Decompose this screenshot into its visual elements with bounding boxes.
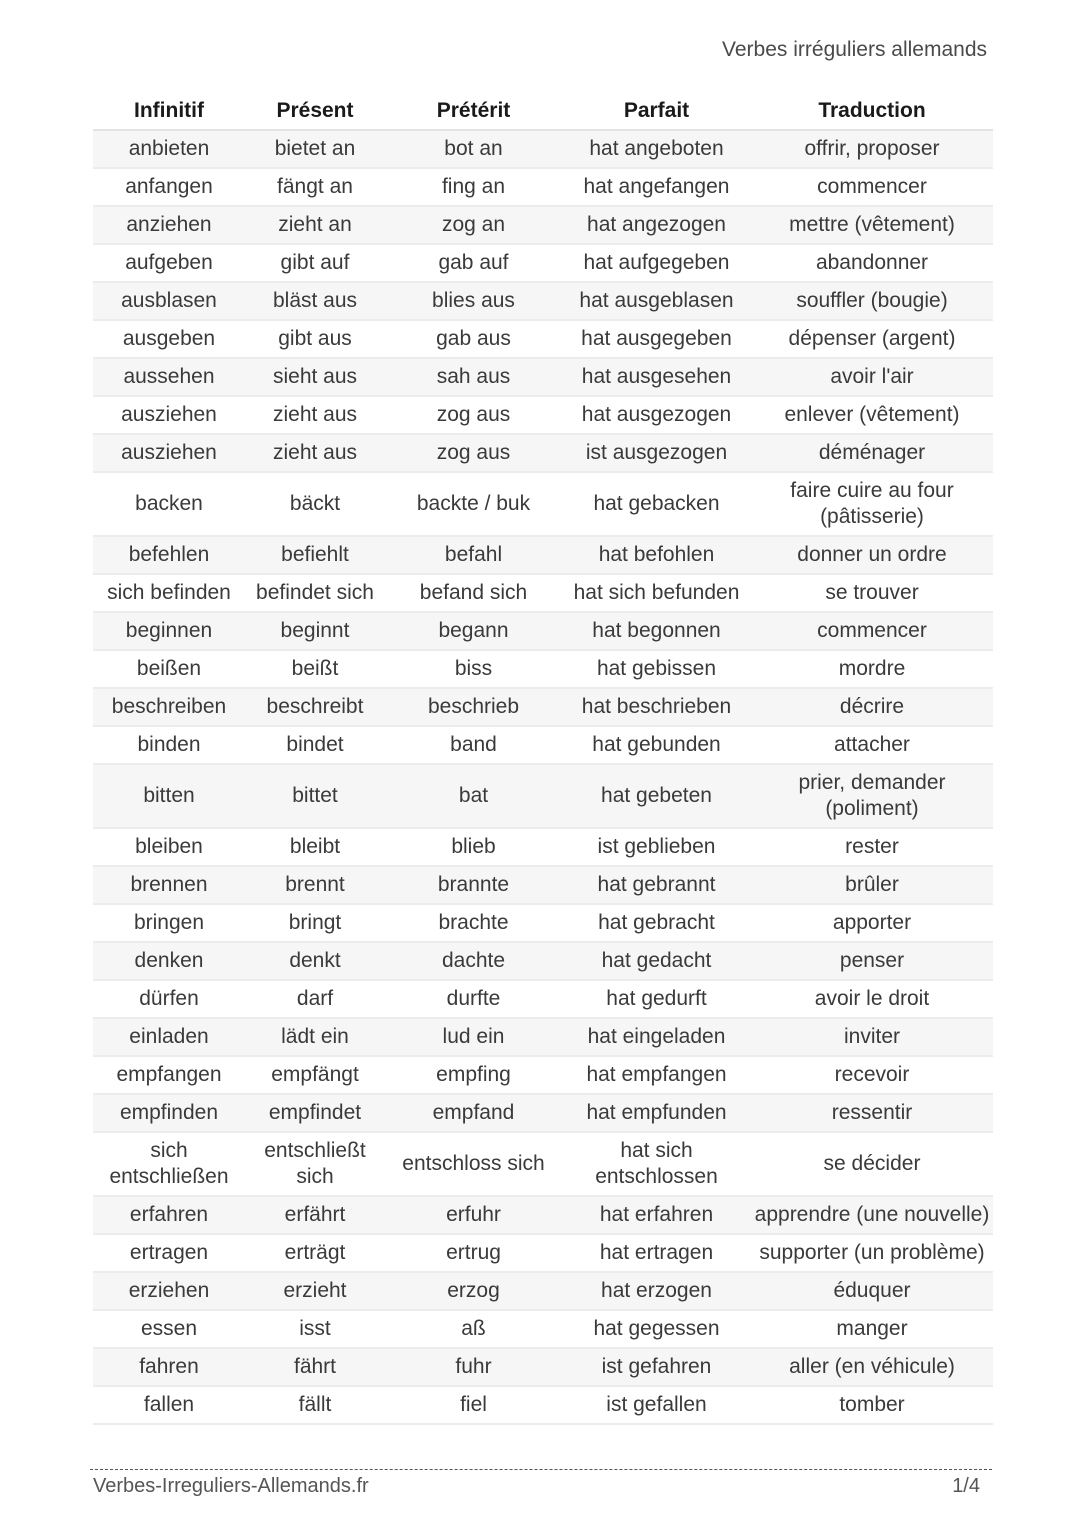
cell-parfait: hat gedurft — [562, 980, 751, 1018]
cell-parfait: hat ausgeblasen — [562, 282, 751, 320]
cell-infinitif: beginnen — [93, 612, 245, 650]
cell-present: beschreibt — [245, 688, 385, 726]
table-row — [93, 688, 993, 726]
cell-infinitif: anbieten — [93, 130, 245, 168]
column-header-preterit: Prétérit — [385, 92, 562, 130]
cell-parfait: ist gefahren — [562, 1348, 751, 1386]
cell-parfait: hat gebacken — [562, 472, 751, 536]
header-row — [93, 92, 993, 130]
cell-traduction: dépenser (argent) — [751, 320, 993, 358]
cell-preterit: biss — [385, 650, 562, 688]
cell-infinitif: erfahren — [93, 1196, 245, 1234]
table-row — [93, 1310, 993, 1348]
cell-present: gibt auf — [245, 244, 385, 282]
table-row — [93, 1132, 993, 1196]
cell-parfait: hat empfunden — [562, 1094, 751, 1132]
cell-traduction: avoir le droit — [751, 980, 993, 1018]
table-row — [93, 282, 993, 320]
table-row — [93, 612, 993, 650]
cell-parfait: hat ertragen — [562, 1234, 751, 1272]
cell-infinitif: bringen — [93, 904, 245, 942]
column-header-infinitif: Infinitif — [93, 92, 245, 130]
table-row — [93, 828, 993, 866]
cell-parfait: hat sich entschlossen — [562, 1132, 751, 1196]
cell-parfait: ist ausgezogen — [562, 434, 751, 472]
cell-present: bringt — [245, 904, 385, 942]
cell-parfait: hat erzogen — [562, 1272, 751, 1310]
cell-infinitif: ausziehen — [93, 434, 245, 472]
cell-present: entschließt sich — [245, 1132, 385, 1196]
cell-traduction: inviter — [751, 1018, 993, 1056]
cell-preterit: empfing — [385, 1056, 562, 1094]
cell-infinitif: sich befinden — [93, 574, 245, 612]
cell-infinitif: binden — [93, 726, 245, 764]
cell-traduction: supporter (un problème) — [751, 1234, 993, 1272]
cell-preterit: fuhr — [385, 1348, 562, 1386]
cell-parfait: hat sich befunden — [562, 574, 751, 612]
cell-preterit: dachte — [385, 942, 562, 980]
cell-traduction: éduquer — [751, 1272, 993, 1310]
cell-preterit: bat — [385, 764, 562, 828]
cell-present: bietet an — [245, 130, 385, 168]
cell-preterit: sah aus — [385, 358, 562, 396]
cell-preterit: zog an — [385, 206, 562, 244]
cell-traduction: donner un ordre — [751, 536, 993, 574]
cell-present: bindet — [245, 726, 385, 764]
cell-present: erfährt — [245, 1196, 385, 1234]
cell-infinitif: fahren — [93, 1348, 245, 1386]
cell-parfait: hat gebunden — [562, 726, 751, 764]
cell-parfait: ist gefallen — [562, 1386, 751, 1424]
table-row — [93, 980, 993, 1018]
cell-infinitif: fallen — [93, 1386, 245, 1424]
cell-present: bittet — [245, 764, 385, 828]
cell-traduction: mordre — [751, 650, 993, 688]
cell-traduction: prier, demander (poliment) — [751, 764, 993, 828]
table-row — [93, 320, 993, 358]
cell-infinitif: backen — [93, 472, 245, 536]
page-header-title: Verbes irréguliers allemands — [722, 38, 987, 61]
cell-parfait: hat gebissen — [562, 650, 751, 688]
cell-parfait: hat erfahren — [562, 1196, 751, 1234]
cell-present: zieht aus — [245, 396, 385, 434]
cell-traduction: décrire — [751, 688, 993, 726]
table-row — [93, 650, 993, 688]
cell-traduction: brûler — [751, 866, 993, 904]
cell-infinitif: sich entschließen — [93, 1132, 245, 1196]
cell-traduction: penser — [751, 942, 993, 980]
cell-traduction: apporter — [751, 904, 993, 942]
cell-present: bläst aus — [245, 282, 385, 320]
table-row — [93, 866, 993, 904]
table-row — [93, 574, 993, 612]
cell-preterit: blies aus — [385, 282, 562, 320]
cell-infinitif: anziehen — [93, 206, 245, 244]
cell-present: gibt aus — [245, 320, 385, 358]
cell-infinitif: ausgeben — [93, 320, 245, 358]
table-row — [93, 1348, 993, 1386]
cell-infinitif: aussehen — [93, 358, 245, 396]
table-row — [93, 244, 993, 282]
cell-preterit: fing an — [385, 168, 562, 206]
cell-present: fängt an — [245, 168, 385, 206]
cell-traduction: souffler (bougie) — [751, 282, 993, 320]
cell-traduction: apprendre (une nouvelle) — [751, 1196, 993, 1234]
footer-site-name: Verbes-Irreguliers-Allemands.fr — [93, 1475, 369, 1497]
cell-preterit: band — [385, 726, 562, 764]
cell-traduction: mettre (vêtement) — [751, 206, 993, 244]
table-row — [93, 358, 993, 396]
cell-parfait: ist geblieben — [562, 828, 751, 866]
table-row — [93, 434, 993, 472]
table-row — [93, 1234, 993, 1272]
cell-infinitif: denken — [93, 942, 245, 980]
cell-traduction: enlever (vêtement) — [751, 396, 993, 434]
cell-present: zieht an — [245, 206, 385, 244]
cell-parfait: hat gebeten — [562, 764, 751, 828]
cell-preterit: zog aus — [385, 434, 562, 472]
cell-infinitif: erziehen — [93, 1272, 245, 1310]
cell-present: zieht aus — [245, 434, 385, 472]
cell-traduction: manger — [751, 1310, 993, 1348]
cell-preterit: fiel — [385, 1386, 562, 1424]
cell-parfait: hat angeboten — [562, 130, 751, 168]
cell-present: fährt — [245, 1348, 385, 1386]
cell-traduction: ressentir — [751, 1094, 993, 1132]
cell-present: isst — [245, 1310, 385, 1348]
cell-preterit: gab auf — [385, 244, 562, 282]
cell-parfait: hat ausgegeben — [562, 320, 751, 358]
cell-infinitif: aufgeben — [93, 244, 245, 282]
cell-preterit: entschloss sich — [385, 1132, 562, 1196]
cell-preterit: erzog — [385, 1272, 562, 1310]
cell-infinitif: einladen — [93, 1018, 245, 1056]
cell-traduction: abandonner — [751, 244, 993, 282]
cell-traduction: avoir l'air — [751, 358, 993, 396]
cell-present: erzieht — [245, 1272, 385, 1310]
cell-present: brennt — [245, 866, 385, 904]
cell-infinitif: brennen — [93, 866, 245, 904]
cell-parfait: hat empfangen — [562, 1056, 751, 1094]
cell-infinitif: ertragen — [93, 1234, 245, 1272]
column-header-parfait: Parfait — [562, 92, 751, 130]
cell-traduction: attacher — [751, 726, 993, 764]
table-row — [93, 536, 993, 574]
cell-infinitif: bitten — [93, 764, 245, 828]
table-row — [93, 1196, 993, 1234]
cell-preterit: befahl — [385, 536, 562, 574]
cell-present: empfängt — [245, 1056, 385, 1094]
cell-infinitif: bleiben — [93, 828, 245, 866]
cell-preterit: brannte — [385, 866, 562, 904]
table-row — [93, 904, 993, 942]
table-row — [93, 168, 993, 206]
column-header-present: Présent — [245, 92, 385, 130]
cell-present: lädt ein — [245, 1018, 385, 1056]
cell-preterit: zog aus — [385, 396, 562, 434]
cell-traduction: offrir, proposer — [751, 130, 993, 168]
cell-traduction: recevoir — [751, 1056, 993, 1094]
cell-parfait: hat gegessen — [562, 1310, 751, 1348]
cell-present: beginnt — [245, 612, 385, 650]
cell-parfait: hat begonnen — [562, 612, 751, 650]
cell-present: erträgt — [245, 1234, 385, 1272]
cell-present: befiehlt — [245, 536, 385, 574]
cell-present: denkt — [245, 942, 385, 980]
cell-preterit: ertrug — [385, 1234, 562, 1272]
cell-infinitif: beschreiben — [93, 688, 245, 726]
table-row — [93, 130, 993, 168]
cell-infinitif: empfinden — [93, 1094, 245, 1132]
cell-preterit: blieb — [385, 828, 562, 866]
cell-present: darf — [245, 980, 385, 1018]
cell-preterit: lud ein — [385, 1018, 562, 1056]
cell-preterit: beschrieb — [385, 688, 562, 726]
cell-preterit: begann — [385, 612, 562, 650]
cell-present: sieht aus — [245, 358, 385, 396]
cell-traduction: commencer — [751, 168, 993, 206]
cell-infinitif: anfangen — [93, 168, 245, 206]
table-row — [93, 1272, 993, 1310]
cell-parfait: hat ausgezogen — [562, 396, 751, 434]
cell-parfait: hat gebracht — [562, 904, 751, 942]
cell-parfait: hat gedacht — [562, 942, 751, 980]
cell-infinitif: ausziehen — [93, 396, 245, 434]
cell-present: beißt — [245, 650, 385, 688]
cell-infinitif: empfangen — [93, 1056, 245, 1094]
cell-parfait: hat angezogen — [562, 206, 751, 244]
cell-infinitif: dürfen — [93, 980, 245, 1018]
cell-traduction: se trouver — [751, 574, 993, 612]
table-row — [93, 472, 993, 536]
cell-infinitif: beißen — [93, 650, 245, 688]
cell-preterit: befand sich — [385, 574, 562, 612]
cell-preterit: bot an — [385, 130, 562, 168]
cell-preterit: brachte — [385, 904, 562, 942]
cell-present: befindet sich — [245, 574, 385, 612]
cell-infinitif: essen — [93, 1310, 245, 1348]
cell-preterit: gab aus — [385, 320, 562, 358]
cell-parfait: hat befohlen — [562, 536, 751, 574]
cell-parfait: hat beschrieben — [562, 688, 751, 726]
table-row — [93, 1094, 993, 1132]
cell-infinitif: befehlen — [93, 536, 245, 574]
table-header — [93, 92, 993, 130]
table-row — [93, 206, 993, 244]
cell-traduction: faire cuire au four (pâtisserie) — [751, 472, 993, 536]
table-row — [93, 396, 993, 434]
table-row — [93, 1056, 993, 1094]
cell-traduction: aller (en véhicule) — [751, 1348, 993, 1386]
cell-traduction: déménager — [751, 434, 993, 472]
cell-preterit: erfuhr — [385, 1196, 562, 1234]
cell-infinitif: ausblasen — [93, 282, 245, 320]
cell-parfait: hat angefangen — [562, 168, 751, 206]
table-row — [93, 1018, 993, 1056]
verbs-table — [93, 92, 993, 1425]
footer-divider — [90, 1469, 992, 1470]
cell-traduction: rester — [751, 828, 993, 866]
cell-preterit: aß — [385, 1310, 562, 1348]
table-row — [93, 726, 993, 764]
column-header-traduction: Traduction — [751, 92, 993, 130]
table-row — [93, 942, 993, 980]
cell-parfait: hat gebrannt — [562, 866, 751, 904]
cell-parfait: hat eingeladen — [562, 1018, 751, 1056]
cell-traduction: tomber — [751, 1386, 993, 1424]
cell-present: bleibt — [245, 828, 385, 866]
cell-traduction: commencer — [751, 612, 993, 650]
table-row — [93, 1386, 993, 1424]
cell-present: fällt — [245, 1386, 385, 1424]
cell-traduction: se décider — [751, 1132, 993, 1196]
cell-present: bäckt — [245, 472, 385, 536]
cell-preterit: backte / buk — [385, 472, 562, 536]
cell-parfait: hat aufgegeben — [562, 244, 751, 282]
table-row — [93, 764, 993, 828]
cell-preterit: empfand — [385, 1094, 562, 1132]
footer-page-number: 1/4 — [952, 1475, 980, 1497]
cell-preterit: durfte — [385, 980, 562, 1018]
cell-parfait: hat ausgesehen — [562, 358, 751, 396]
cell-present: empfindet — [245, 1094, 385, 1132]
